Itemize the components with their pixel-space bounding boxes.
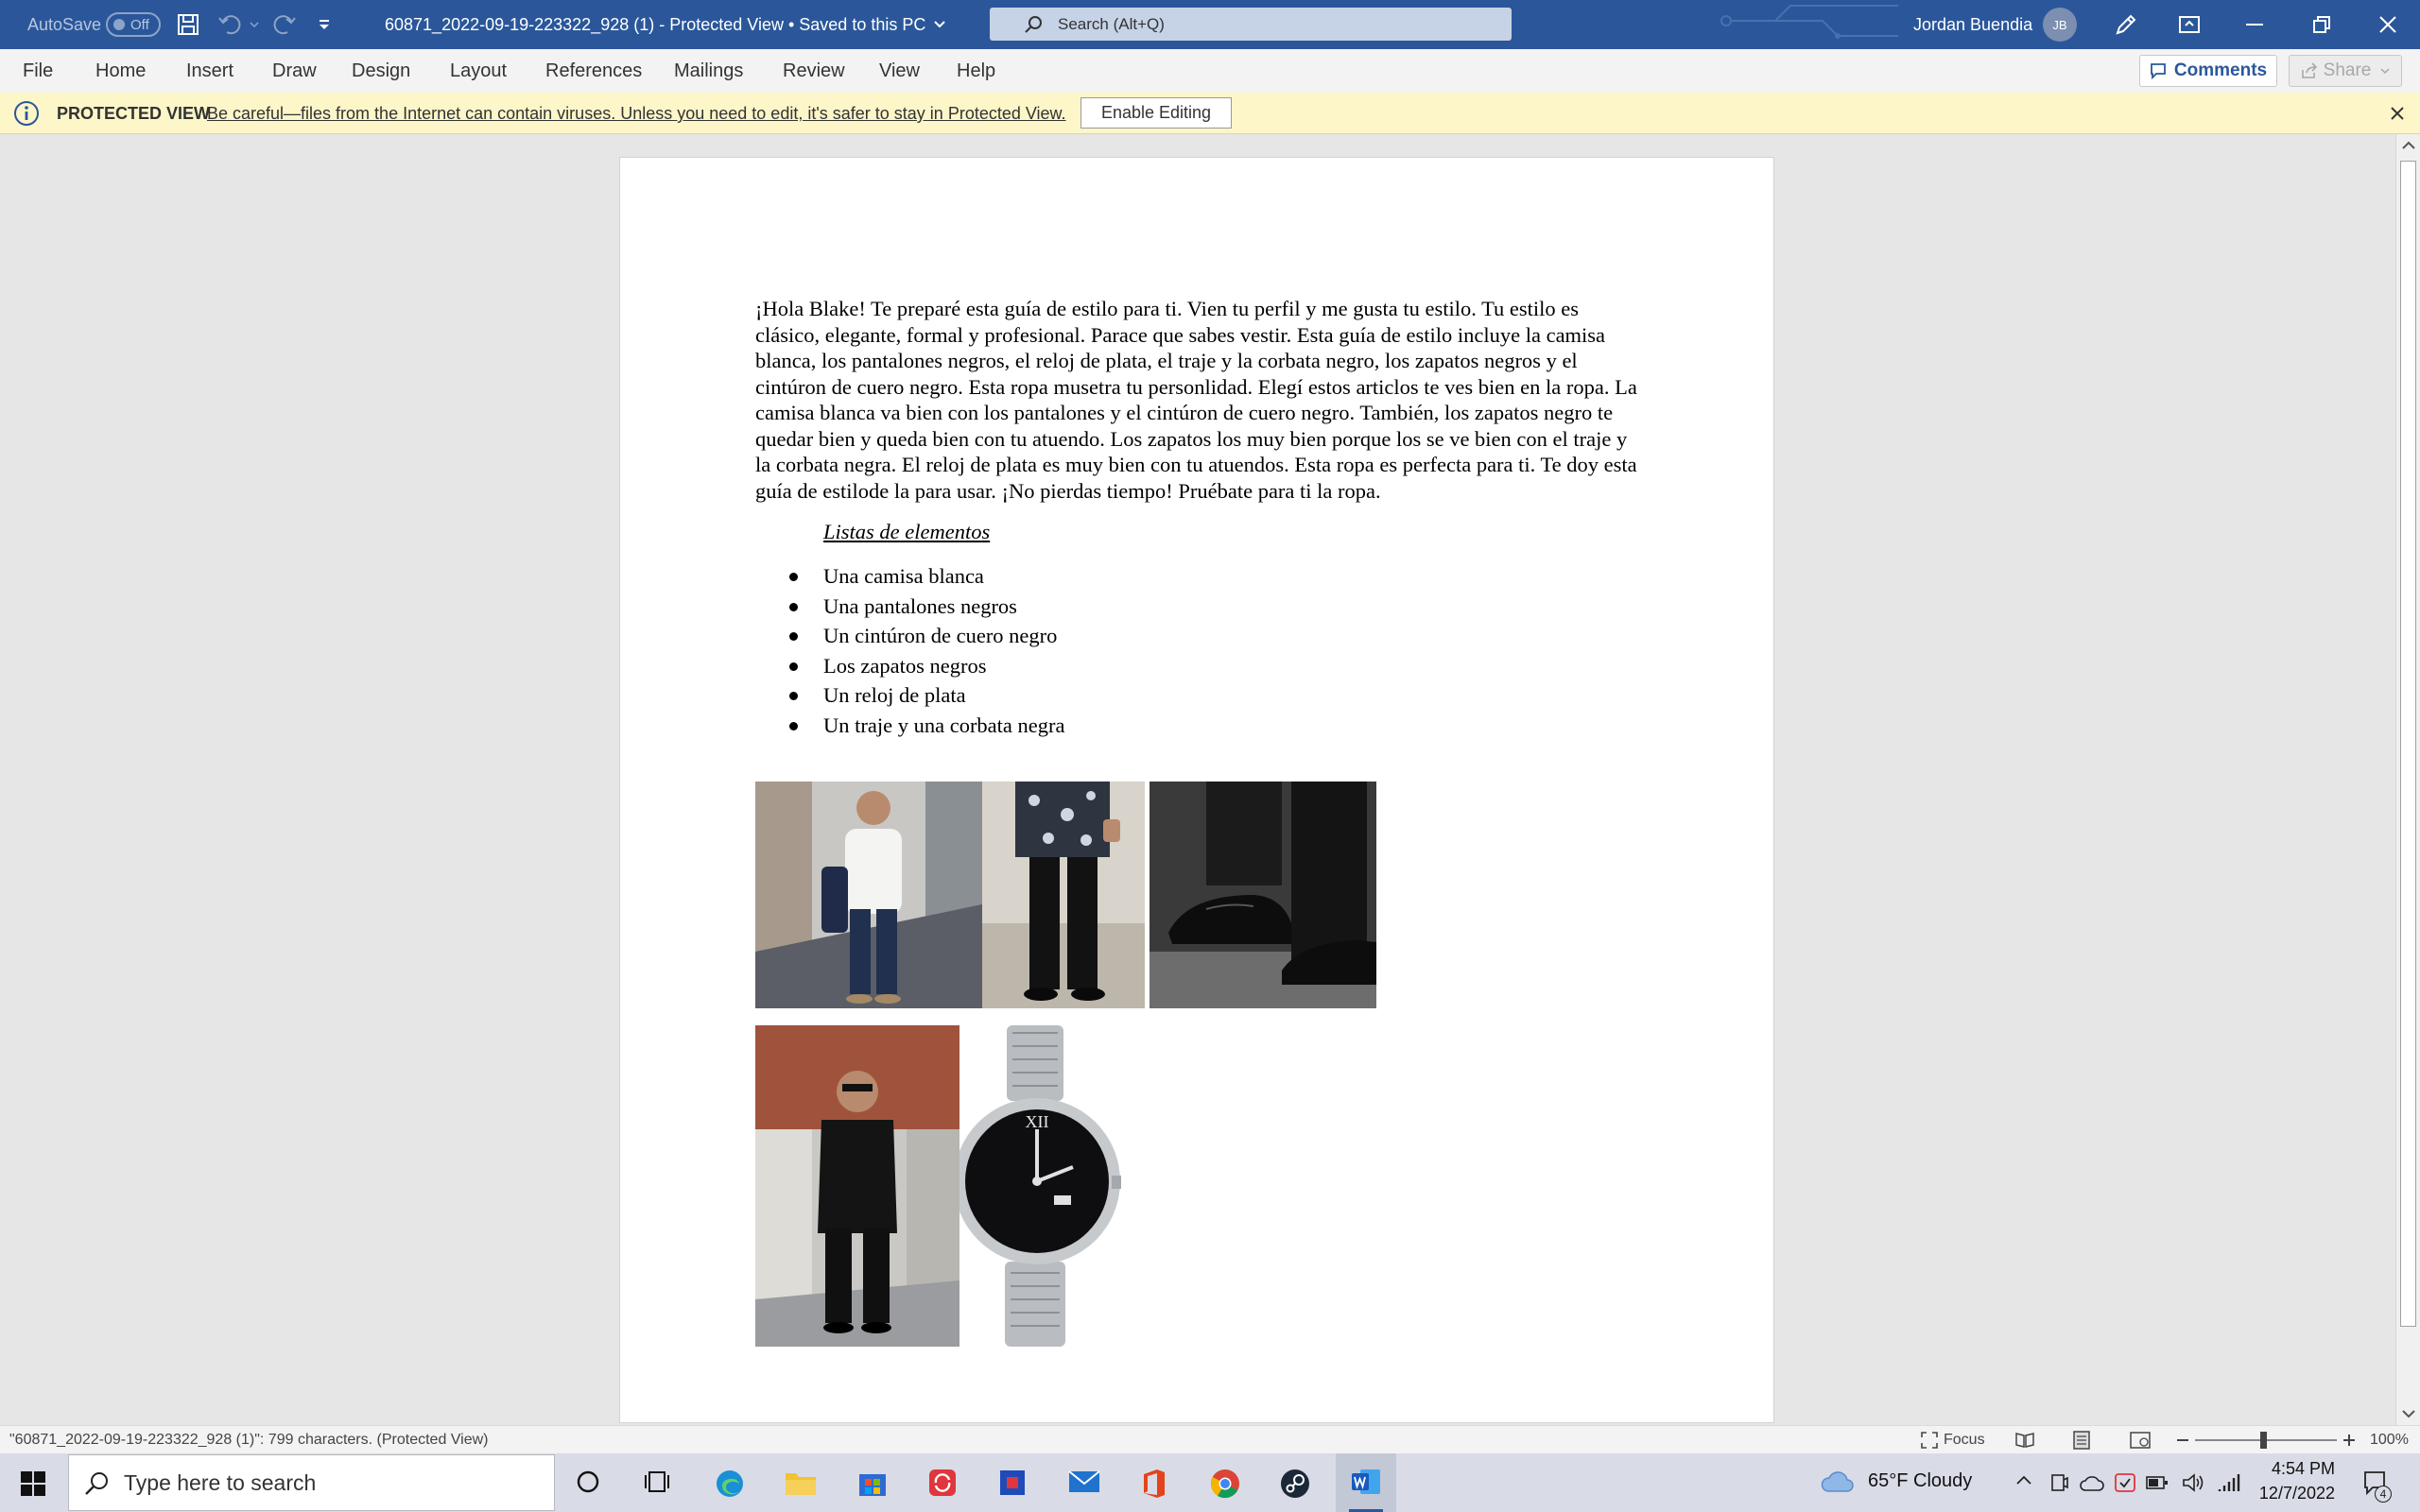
chevron-down-icon <box>933 20 946 29</box>
search-input[interactable] <box>990 8 1512 41</box>
enable-editing-button[interactable]: Enable Editing <box>1080 97 1232 129</box>
pen-icon[interactable] <box>2114 0 2138 49</box>
photo-black-suit <box>755 1025 959 1347</box>
share-icon <box>2301 62 2318 79</box>
microsoft-store-icon[interactable] <box>858 1469 887 1497</box>
comments-button[interactable] <box>2139 55 2277 87</box>
taskbar-search-input[interactable] <box>68 1454 555 1511</box>
wifi-icon[interactable] <box>2218 1472 2240 1493</box>
app-tray-icon[interactable] <box>2114 1472 2136 1493</box>
protected-view-bar <box>0 93 2420 134</box>
status-bar <box>0 1425 2420 1453</box>
user-name[interactable]: Jordan Buendia <box>1913 14 2033 34</box>
comment-icon <box>2150 62 2167 79</box>
svg-text:XII: XII <box>1025 1112 1049 1131</box>
vertical-scrollbar[interactable] <box>2395 134 2420 1425</box>
minimize-icon[interactable] <box>2246 0 2263 49</box>
title-bar <box>0 0 2420 49</box>
search-icon <box>1024 15 1043 34</box>
photo-black-pants <box>982 782 1145 1008</box>
chevron-up-icon[interactable] <box>2015 1474 2032 1486</box>
focus-icon <box>1921 1432 1938 1449</box>
volume-icon[interactable] <box>2182 1472 2204 1493</box>
protected-view-message-link[interactable]: Be careful—files from the Internet can contain viruses. Unless you need to edit, it's safer to stay in Protected View. <box>207 104 1066 123</box>
clock-time[interactable]: 4:54 PM <box>2271 1459 2335 1478</box>
menu-help[interactable]: Help <box>957 60 996 81</box>
list-item: Un cintúron de cuero negro <box>755 621 1639 651</box>
weather-text[interactable]: 65°F Cloudy <box>1868 1470 1973 1491</box>
chrome-icon[interactable] <box>1210 1469 1240 1499</box>
menu-bar <box>0 49 2420 93</box>
menu-references[interactable]: References <box>545 60 643 81</box>
menu-view[interactable]: View <box>879 60 920 81</box>
list-item: Los zapatos negros <box>755 651 1639 681</box>
list-item: Un traje y una corbata negra <box>755 711 1639 741</box>
ribbon-display-icon[interactable] <box>2178 0 2201 49</box>
close-icon[interactable] <box>2391 107 2404 120</box>
web-layout-icon[interactable] <box>2130 1432 2151 1449</box>
restore-icon[interactable] <box>2312 0 2331 49</box>
battery-icon[interactable] <box>2146 1474 2169 1491</box>
info-icon <box>13 100 40 127</box>
cloud-icon[interactable] <box>1821 1470 1855 1495</box>
edge-icon[interactable] <box>715 1469 745 1499</box>
file-explorer-icon[interactable] <box>785 1469 817 1497</box>
undo-icon[interactable] <box>217 0 244 49</box>
redo-icon[interactable] <box>270 0 297 49</box>
document-content <box>755 296 1639 740</box>
office-icon[interactable] <box>1140 1469 1167 1499</box>
autosave-toggle[interactable] <box>106 12 161 37</box>
menu-home[interactable]: Home <box>95 60 147 81</box>
mail-icon[interactable] <box>1068 1469 1100 1495</box>
windows-start-icon[interactable] <box>21 1471 45 1496</box>
document-page <box>619 157 1774 1423</box>
steam-icon[interactable] <box>1280 1469 1310 1499</box>
menu-review[interactable]: Review <box>783 60 845 81</box>
clock-date[interactable]: 12/7/2022 <box>2258 1484 2335 1503</box>
task-view-icon[interactable] <box>644 1469 670 1495</box>
circuit-decoration <box>1719 0 1898 49</box>
menu-layout[interactable]: Layout <box>450 60 508 81</box>
menu-insert[interactable]: Insert <box>186 60 234 81</box>
sync-app-icon[interactable] <box>928 1469 957 1497</box>
list-item: Una pantalones negros <box>755 592 1639 622</box>
onedrive-icon[interactable] <box>2080 1473 2104 1492</box>
search-icon <box>84 1471 109 1496</box>
body-paragraph: ¡Hola Blake! Te preparé esta guía de estilo para ti. Vien tu perfil y me gusta tu estilo. Tu estilo es clásico, elegante, formal y profesional. Parace que sabes vestir. Esta guía de estilo incluye la camisa blanca, los pantalones negros, el reloj de plata, el traje y la corbata negro, los zapatos negros y el cintúron de cuero negro. Esta ropa musetra tu personlidad. Elegí estos articlos te ves bien en la ropa. La camisa blanca va bien con los pantalones y el cintúron de cuero negro. También, los zapatos negro te quedar bien y queda bien con tu atuendo. Los zapatos los muy bien porque los se ve bien con el traje y la corbata negra. El reloj de plata es muy bien con tu atuendos. Esta ropa es perfecta para ti. Te doy esta guía de estilode la para usar. ¡No pierdas tiempo! Pruébate para ti la ropa. <box>755 297 1637 503</box>
word-taskbar-button[interactable] <box>1336 1453 1396 1512</box>
menu-design[interactable]: Design <box>352 60 411 81</box>
notification-count-badge: 4 <box>2375 1486 2392 1503</box>
zoom-slider-thumb[interactable] <box>2260 1432 2267 1449</box>
search-placeholder: Search (Alt+Q) <box>1058 14 1165 33</box>
list-heading: Listas de elementos <box>823 520 991 543</box>
share-button[interactable] <box>2289 55 2402 87</box>
status-text: "60871_2022-09-19-223322_928 (1)": 799 characters. (Protected View) <box>9 1432 489 1448</box>
menu-draw[interactable]: Draw <box>272 60 317 81</box>
photo-black-shoes <box>1150 782 1376 1008</box>
save-icon[interactable] <box>176 0 200 49</box>
media-app-icon[interactable] <box>998 1469 1027 1497</box>
zoom-out-icon[interactable] <box>2176 1434 2189 1447</box>
item-list <box>755 561 1639 740</box>
zoom-level[interactable]: 100% <box>2370 1432 2409 1448</box>
zoom-in-icon[interactable] <box>2342 1434 2356 1447</box>
avatar[interactable]: JB <box>2043 8 2077 42</box>
print-layout-icon[interactable] <box>2073 1431 2090 1450</box>
chevron-down-icon <box>2380 67 2390 75</box>
taskbar-search-placeholder: Type here to search <box>124 1469 317 1495</box>
photo-white-shirt <box>755 782 982 1008</box>
toggle-knob <box>113 19 125 30</box>
photo-silver-watch <box>959 1025 1122 1347</box>
undo-dropdown-icon[interactable] <box>250 0 259 49</box>
menu-mailings[interactable]: Mailings <box>674 60 744 81</box>
quick-access-customize-icon[interactable] <box>318 0 331 49</box>
autosave-label: AutoSave <box>27 14 102 34</box>
share-label: Share <box>2323 60 2372 80</box>
protected-view-title: PROTECTED VIEW <box>57 104 211 123</box>
scroll-thumb[interactable] <box>2400 161 2416 1327</box>
autosave-state: Off <box>130 16 149 33</box>
focus-label: Focus <box>1944 1432 1985 1448</box>
word-icon <box>1351 1468 1381 1496</box>
read-mode-icon[interactable] <box>2015 1432 2034 1449</box>
taskbar <box>0 1453 2420 1512</box>
cortana-icon[interactable] <box>575 1469 601 1495</box>
focus-button[interactable] <box>1921 1426 1985 1454</box>
meet-now-icon[interactable] <box>2049 1472 2068 1493</box>
comments-label: Comments <box>2173 60 2268 80</box>
scroll-down-arrow-icon[interactable] <box>2396 1402 2420 1425</box>
list-item: Una camisa blanca <box>755 561 1639 592</box>
document-title[interactable] <box>385 0 946 49</box>
menu-file[interactable]: File <box>23 60 54 81</box>
document-title-text: 60871_2022-09-19-223322_928 (1) - Protected View • Saved to this PC <box>385 14 926 34</box>
list-item: Un reloj de plata <box>755 680 1639 711</box>
close-icon[interactable] <box>2378 0 2397 49</box>
scroll-up-arrow-icon[interactable] <box>2396 134 2420 157</box>
